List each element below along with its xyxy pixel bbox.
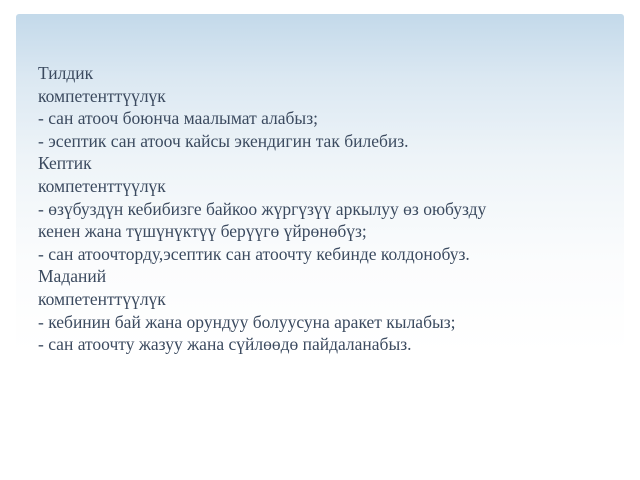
- bullet-line-cont: кенен жана түшүнүктүү берүүгө үйрөнөбүз;: [38, 221, 367, 242]
- slide-text-body: [38, 62, 618, 356]
- bullet-line: - өзүбуздүн кебибизге байкоо жүргүзүү аркылуу өз оюбузду: [38, 198, 487, 219]
- bullet-line: - сан атоочторду,эсептик сан атоочту кебинде колдонобуз.: [38, 243, 470, 264]
- heading-language-competence: Тилдик: [38, 63, 94, 83]
- bullet-line: - эсептик сан атооч кайсы экендигин так билебиз.: [38, 130, 409, 151]
- bullet-line: - сан атооч боюнча маалымат алабыз;: [38, 108, 318, 129]
- heading-cultural-competence: Маданий: [38, 266, 107, 287]
- heading-speech-competence-cont: компетенттүүлүк: [38, 175, 166, 196]
- bullet-line: - кебинин бай жана орундуу болуусуна аракет кылабыз;: [38, 311, 456, 332]
- bullet-line: - сан атоочту жазуу жана сүйлөөдө пайдаланабыз.: [38, 334, 412, 355]
- heading-language-competence-cont: компетенттүүлүк: [38, 85, 166, 106]
- heading-cultural-competence-cont: компетенттүүлүк: [38, 288, 166, 309]
- heading-speech-competence: Кептик: [38, 153, 92, 174]
